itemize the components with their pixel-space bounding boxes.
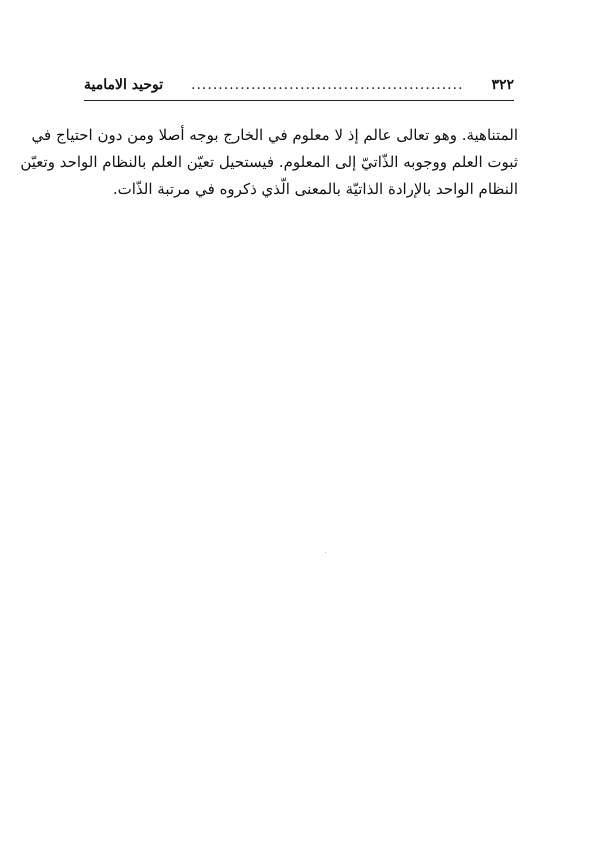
header-divider (84, 100, 514, 101)
scan-speck (325, 552, 326, 553)
body-paragraph (20, 122, 518, 203)
page-number: ٣٢٢ (491, 77, 514, 93)
running-header (84, 74, 514, 96)
text-line: النظام الواحد بالإرادة الذاتيّة بالمعنى الّذي ذكروه في مرتبة الذّات. (112, 180, 518, 198)
running-title: توحيد الامامية (84, 77, 164, 93)
text-line: ثبوت العلم ووجوبه الذّاتيّ إلى المعلوم. فيستحيل تعيّن العلم بالنظام الواحد وتعيّن (20, 153, 518, 171)
text-line: المتناهية. وهو تعالى عالم إذ لا معلوم في الخارج بوجه أصلا ومن دون احتياج في (31, 126, 518, 144)
leader-dots: .................................................. (191, 77, 464, 93)
